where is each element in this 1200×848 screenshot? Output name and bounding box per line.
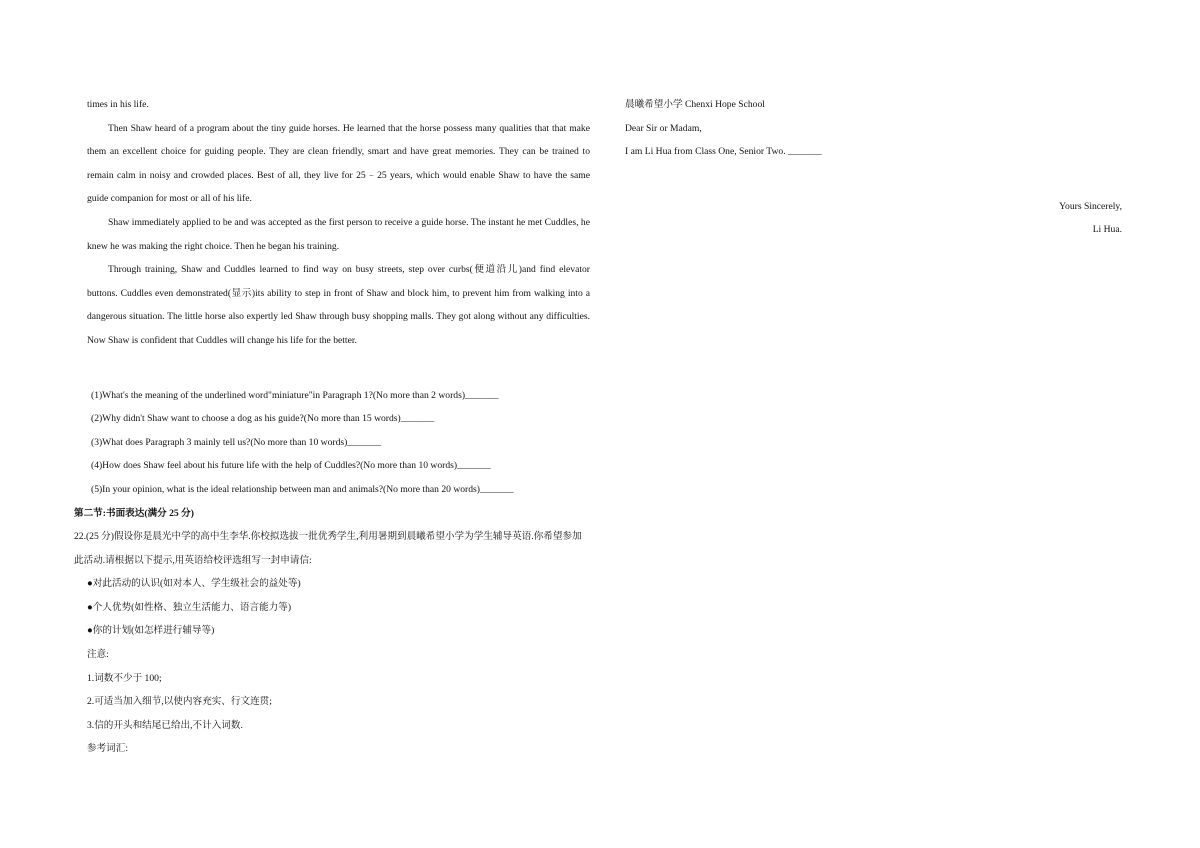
bullet-item: ●个人优势(如性格、独立生活能力、语言能力等)	[87, 601, 292, 613]
letter-salutation: Dear Sir or Madam,	[625, 122, 702, 134]
question: (1)What's the meaning of the underlined word"miniature"in Paragraph 1?(No more than 2 words)_______	[91, 389, 499, 401]
letter-signature: Li Hua.	[1092, 224, 1122, 236]
passage-paragraph: Through training, Shaw and Cuddles learned to find way on busy streets, step over curbs(便道沿儿)and find elevator buttons. Cuddles even demonstrated(显示)its ability to step in front of Shaw and block him, to prevent him from walking into a dangerous situation. The little horse also expertly led Shaw through busy shopping malls. They got along without any difficulties. Now Shaw is confident that Cuddles will change his life for the better.	[87, 264, 590, 346]
passage-line: times in his life.	[87, 99, 149, 110]
left-column	[74, 93, 590, 761]
letter-opening: I am Li Hua from Class One, Senior Two. _______	[625, 146, 822, 158]
question: (5)In your opinion, what is the ideal relationship between man and animals?(No more than 20 words)_______	[91, 483, 514, 495]
passage-paragraph: Then Shaw heard of a program about the tiny guide horses. He learned that the horse possess many qualities that that make them an excellent choice for guiding people. They are clean friendly, smart and have great memories. They can be trained to remain calm in noisy and crowded places. Best of all, they live for 25﹣25 years, which would enable Shaw to have the same guide companion for most or all of his life.	[87, 122, 590, 205]
spacer	[625, 164, 1122, 195]
note-item: 3.信的开头和结尾已给出,不计入词数.	[87, 719, 243, 731]
question: (2)Why didn't Shaw want to choose a dog as his guide?(No more than 15 words)_______	[91, 413, 435, 425]
notes-title: 注意:	[87, 649, 109, 661]
note-item: 1.词数不少于 100;	[87, 672, 162, 684]
letter-closing: Yours Sincerely,	[1059, 200, 1122, 212]
vocab-title: 参考词汇:	[87, 743, 129, 755]
passage-paragraph: Shaw immediately applied to be and was accepted as the first person to receive a guide horse. The instant he met Cuddles, he knew he was making the right choice. Then he began his training.	[87, 216, 590, 252]
note-item: 2.可适当加入细节,以使内容充实、行文连贯;	[87, 696, 272, 708]
letter-recipient: 晨曦希望小学 Chenxi Hope School	[625, 99, 765, 110]
bullet-item: ●对此活动的认识(如对本人、学生级社会的益处等)	[87, 578, 301, 590]
section-title: 第二节:书面表达(满分 25 分)	[74, 507, 194, 519]
question: (4)How does Shaw feel about his future life with the help of Cuddles?(No more than 10 words)_______	[91, 460, 491, 472]
writing-task: 22.(25 分)假设你是晨光中学的高中生李华.你校拟选拔一批优秀学生,利用暑期到晨曦希望小学为学生辅导英语.你希望参加此活动.请根据以下提示,用英语给校评选组写一封申请信:	[74, 531, 582, 566]
spacer	[87, 353, 590, 384]
right-column	[625, 93, 1122, 242]
bullet-item: ●你的计划(如怎样进行辅导等)	[87, 625, 215, 637]
question: (3)What does Paragraph 3 mainly tell us?(No more than 10 words)_______	[91, 436, 381, 448]
